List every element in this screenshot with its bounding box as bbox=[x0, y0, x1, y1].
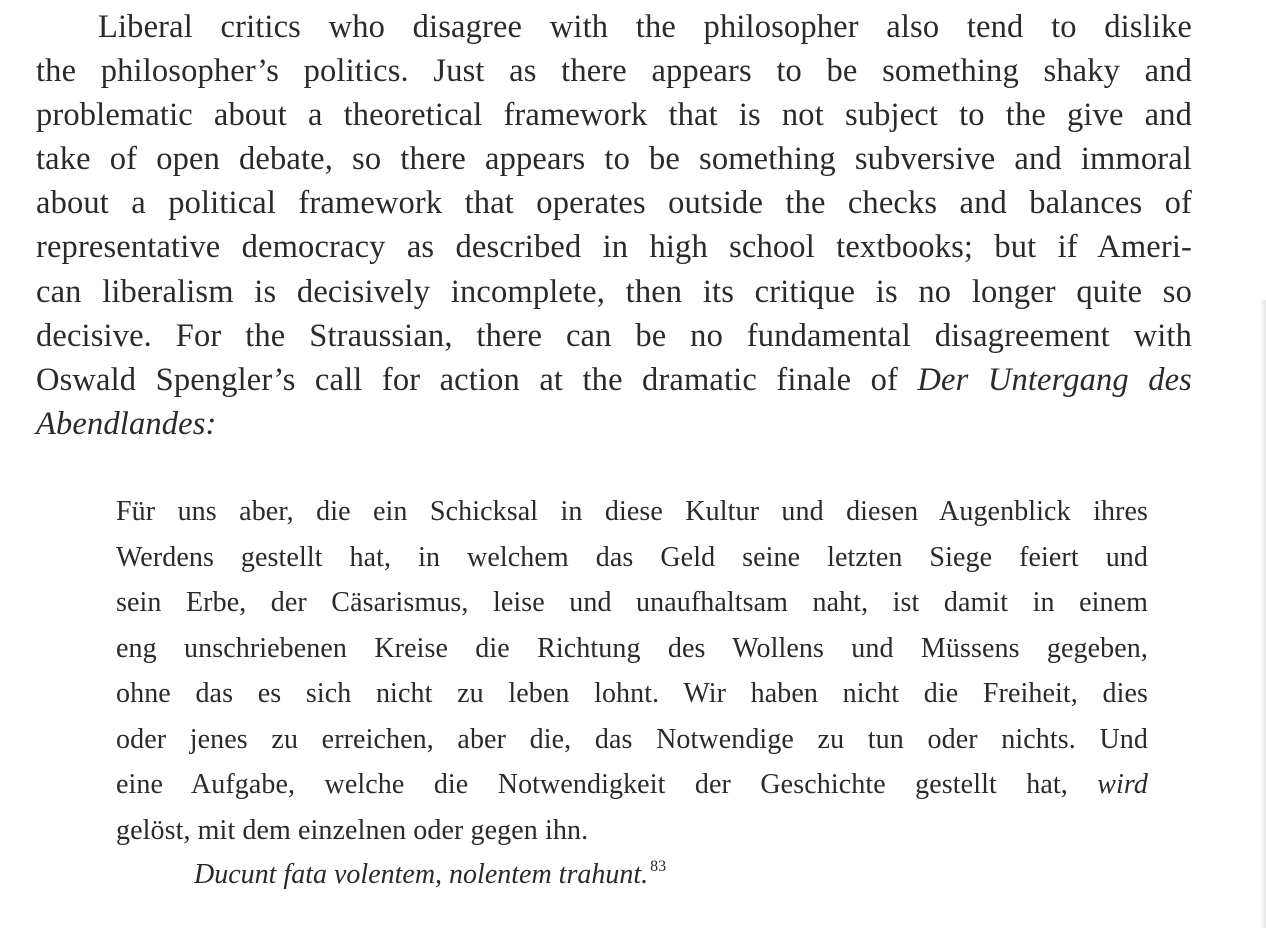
paragraph-line: representative democracy as described in high school textbooks; but if Ameri- bbox=[36, 229, 1192, 266]
paragraph-line: the philosopher’s politics. Just as there appears to be something shaky and bbox=[36, 53, 1192, 90]
paragraph-line: can liberalism is decisively incomplete, then its critique is no longer quite so bbox=[36, 273, 1192, 310]
paragraph-line: about a political framework that operates outside the checks and balances of bbox=[36, 185, 1192, 222]
latin-motto bbox=[194, 855, 666, 895]
book-title-continued: Abendlandes: bbox=[36, 405, 217, 442]
paragraph-line: decisive. For the Straussian, there can be no fundamental disagreement with bbox=[36, 317, 1192, 354]
footnote-marker[interactable]: 83 bbox=[650, 858, 667, 875]
quote-line bbox=[116, 762, 1148, 808]
quote-line: sein Erbe, der Cäsarismus, leise und unaufhaltsam naht, ist damit in einem bbox=[116, 587, 1148, 618]
paragraph-line bbox=[36, 358, 1192, 402]
quote-line-text: eine Aufgabe, welche die Notwendigkeit der Geschichte gestellt hat, bbox=[116, 769, 1098, 800]
paragraph-line bbox=[36, 402, 1192, 446]
main-paragraph bbox=[36, 5, 1192, 446]
paragraph-line: problematic about a theoretical framework that is not subject to the give and bbox=[36, 97, 1192, 134]
paragraph-line: take of open debate, so there appears to be something subversive and immoral bbox=[36, 141, 1192, 178]
quote-line: Werdens gestellt hat, in welchem das Geld seine letzten Siege feiert und bbox=[116, 541, 1148, 573]
paragraph-line: Liberal critics who disagree with the philosopher also tend to dislike bbox=[98, 9, 1192, 45]
motto-text: Ducunt fata volentem, nolentem trahunt. bbox=[194, 859, 649, 890]
quote-italic-word: wird bbox=[1097, 769, 1148, 800]
book-title: Der Untergang des bbox=[917, 361, 1192, 398]
quote-line: oder jenes zu erreichen, aber die, das Notwendige zu tun oder nichts. Und bbox=[116, 723, 1148, 755]
paragraph-line-text: Oswald Spengler’s call for action at the dramatic finale of bbox=[36, 361, 918, 398]
quote-line: gelöst, mit dem einzelnen oder gegen ihn. bbox=[116, 814, 589, 846]
block-quote bbox=[116, 489, 1148, 853]
page-edge-shadow bbox=[1260, 300, 1266, 928]
quote-line: Für uns aber, die ein Schicksal in diese Kultur und diesen Augenblick ihres bbox=[116, 496, 1148, 527]
quote-line: eng unschriebenen Kreise die Richtung des Wollens und Müssens gegeben, bbox=[116, 632, 1148, 664]
quote-line: ohne das es sich nicht zu leben lohnt. Wir haben nicht die Freiheit, dies bbox=[116, 678, 1148, 709]
